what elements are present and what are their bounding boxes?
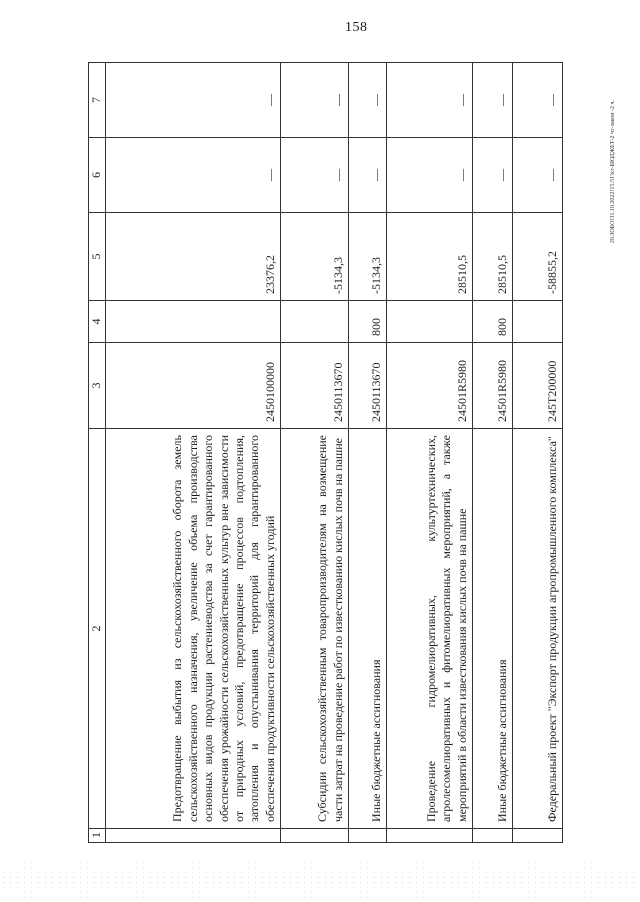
row-col6-cell: — (387, 138, 473, 213)
row-number-cell (106, 829, 281, 843)
row-col7-cell: — (513, 63, 563, 138)
row-number-cell (387, 829, 473, 843)
header-col-3: 3 (89, 343, 106, 429)
row-amount-cell: 28510,5 (387, 213, 473, 301)
page-number: 158 (345, 20, 368, 35)
row-col6-cell: — (349, 138, 387, 213)
row-kind-cell (106, 301, 281, 343)
row-kind-cell (513, 301, 563, 343)
row-code-cell: 2450113670 (349, 343, 387, 429)
row-kind-cell (387, 301, 473, 343)
rotated-table-wrapper (88, 63, 600, 843)
row-kind-cell (281, 301, 349, 343)
table-row (513, 63, 563, 843)
header-col-5: 5 (89, 213, 106, 301)
row-col7-cell: — (281, 63, 349, 138)
row-name-cell: Проведение гидромелиоративных, культуртехнических, агролесомелиоративных и фитомелиоративных мероприятий, а также мероприятий в области известкования кислых почв на пашне (387, 429, 473, 829)
scan-noise (0, 860, 640, 902)
header-col-1: 1 (89, 829, 106, 843)
row-amount-cell: -58855,2 (513, 213, 563, 301)
row-name-cell: Иные бюджетные ассигнования (473, 429, 513, 829)
row-col7-cell: — (106, 63, 281, 138)
table-row (349, 63, 387, 843)
row-col6-cell: — (513, 138, 563, 213)
row-kind-cell: 800 (473, 301, 513, 343)
row-name-cell: Иные бюджетные ассигнования (349, 429, 387, 829)
document-footer-code: 20.ЗОБО!31.10.2022!15:51!кт-БЮДЖЕТ-2 чт-закон -2 ч. (610, 100, 616, 244)
table-row (106, 63, 281, 843)
row-col6-cell: — (473, 138, 513, 213)
table-header-row (89, 63, 106, 843)
row-number-cell (281, 829, 349, 843)
row-col6-cell: — (281, 138, 349, 213)
row-amount-cell: 28510,5 (473, 213, 513, 301)
row-kind-cell: 800 (349, 301, 387, 343)
row-number-cell (349, 829, 387, 843)
table-row (281, 63, 349, 843)
row-amount-cell: -5134,3 (281, 213, 349, 301)
row-col6-cell: — (106, 138, 281, 213)
header-col-7: 7 (89, 63, 106, 138)
row-code-cell: 24501R5980 (387, 343, 473, 429)
table-row (473, 63, 513, 843)
row-col7-cell: — (473, 63, 513, 138)
row-code-cell: 2450113670 (281, 343, 349, 429)
row-code-cell: 24501R5980 (473, 343, 513, 429)
row-amount-cell: -5134,3 (349, 213, 387, 301)
header-col-6: 6 (89, 138, 106, 213)
row-name-cell: Субсидии сельскохозяйственным товаропроизводителям на возмещение части затрат на проведение работ по известкованию кислых почв на пашне (281, 429, 349, 829)
header-col-4: 4 (89, 301, 106, 343)
row-amount-cell: 23376,2 (106, 213, 281, 301)
row-number-cell (473, 829, 513, 843)
row-code-cell: 2450100000 (106, 343, 281, 429)
row-name-cell: Федеральный проект "Экспорт продукции агропромышленного комплекса" (513, 429, 563, 829)
table-row (387, 63, 473, 843)
row-col7-cell: — (387, 63, 473, 138)
row-col7-cell: — (349, 63, 387, 138)
row-name-cell: Предотвращение выбытия из сельскохозяйственного оборота земель сельскохозяйственного назначения, увеличение объема производства основных видов продукции растениеводства за счет гарантированного обеспечения урожайности сельскохозяйственных культур вне зависимости от природных условий, предотвращение процессов подтопления, затопления и опустынивания территорий для гарантированного обеспечения продуктивности сельскохозяйственных угодий (106, 429, 281, 829)
header-col-2: 2 (89, 429, 106, 829)
row-code-cell: 245T200000 (513, 343, 563, 429)
row-number-cell (513, 829, 563, 843)
budget-table (88, 62, 563, 843)
